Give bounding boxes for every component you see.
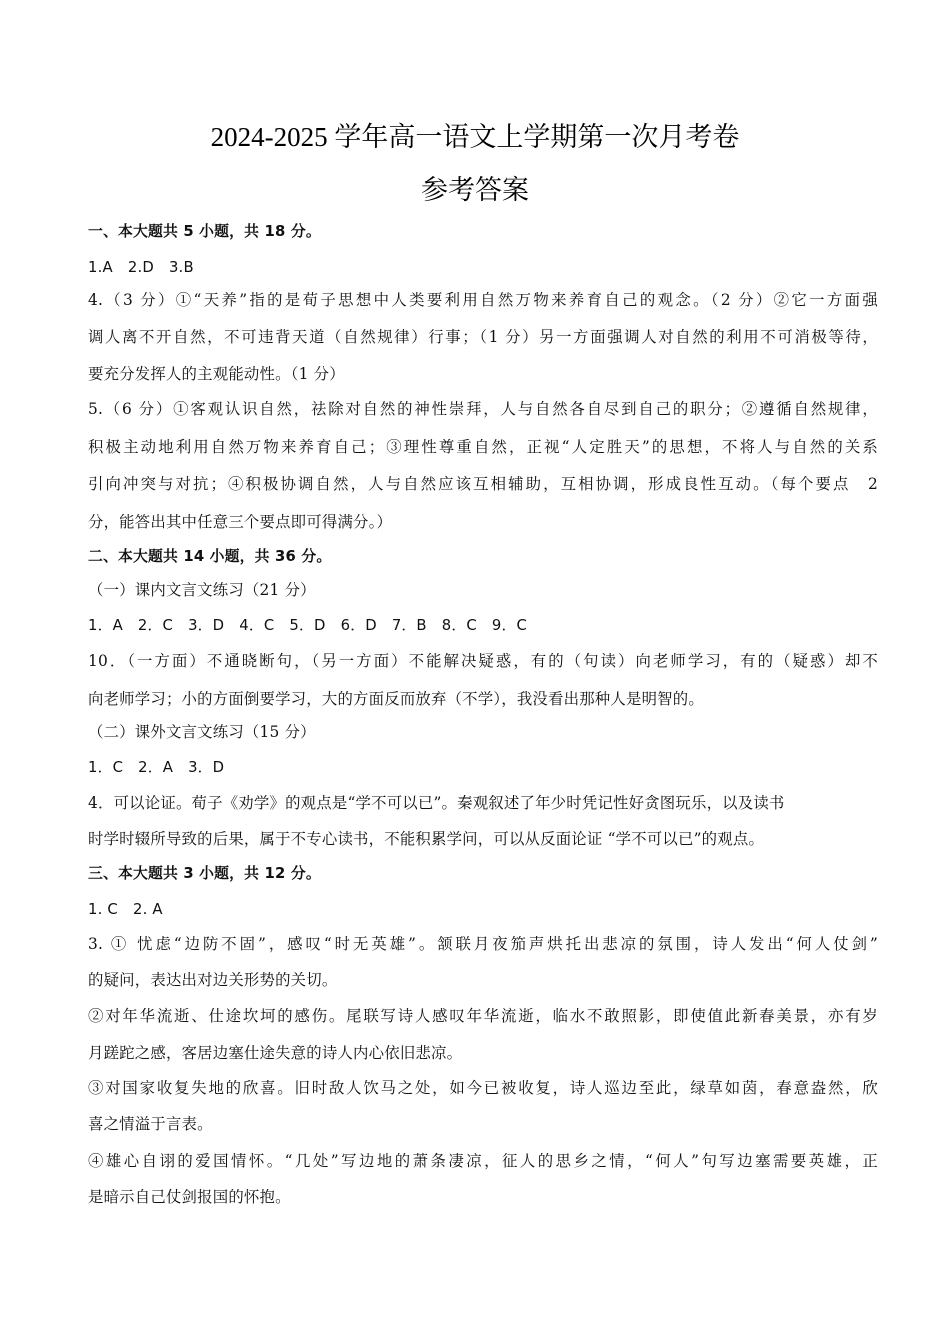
answer-line: 引向冲突与对抗；④积极协调自然，人与自然应该互相辅助，互相协调，形成良性互动。（每个要点 2 <box>88 475 878 493</box>
answer-line: 10．（一方面）不通晓断句，（另一方面）不能解决疑惑，有的（句读）向老师学习，有的（疑惑）却不 <box>88 652 878 670</box>
answer-line: 5.（6 分）①客观认识自然，祛除对自然的神性崇拜，人与自然各自尽到自己的职分；②遵循自然规律， <box>88 400 878 418</box>
answer-line: 向老师学习；小的方面倒要学习，大的方面反而放弃（不学），我没看出那种人是明智的。 <box>88 690 704 708</box>
answer-line: 4．可以论证。荀子《劝学》的观点是“学不可以已”。秦观叙述了年少时凭记性好贪图玩乐，以及读书 <box>88 794 785 812</box>
answer-line: 1.A 2.D 3.B <box>88 259 194 276</box>
section-heading-2: 二、本大题共 14 小题，共 36 分。 <box>88 548 332 565</box>
answer-line: 4.（3 分）①“天养”指的是荀子思想中人类要利用自然万物来养育自己的观念。（2 分）②它一方面强 <box>88 291 878 309</box>
answer-line: 积极主动地利用自然万物来养育自己；③理性尊重自然，正视“人定胜天”的思想，不将人与自然的关系 <box>88 438 878 456</box>
subsection-heading: （二）课外文言文练习（15 分） <box>88 723 316 741</box>
answer-line: 1．C 2．A 3．D <box>88 759 225 776</box>
subsection-heading: （一）课内文言文练习（21 分） <box>88 581 316 599</box>
page-subtitle: 参考答案 <box>421 175 529 205</box>
answer-line: 要充分发挥人的主观能动性。（1 分） <box>88 365 345 383</box>
answer-line: 喜之情溢于言表。 <box>88 1115 213 1133</box>
answer-line: 3. ① 忧虑“边防不固”，感叹“时无英雄”。颔联月夜笳声烘托出悲凉的氛围，诗人发出“何人仗剑” <box>88 935 878 953</box>
answer-line: 时学时辍所导致的后果，属于不专心读书，不能积累学问，可以从反面论证 “学不可以已”的观点。 <box>88 830 765 848</box>
section-heading-3: 三、本大题共 3 小题，共 12 分。 <box>88 865 321 882</box>
answer-line: 月蹉跎之感，客居边塞仕途失意的诗人内心依旧悲凉。 <box>88 1044 463 1062</box>
answer-line: 1．A 2．C 3．D 4．C 5．D 6．D 7．B 8．C 9．C <box>88 617 528 634</box>
answer-line: 调人离不开自然，不可违背天道（自然规律）行事；（1 分）另一方面强调人对自然的利用不可消极等待， <box>88 328 878 346</box>
answer-line: 1. C 2. A <box>88 901 163 918</box>
answer-line: ③对国家收复失地的欣喜。旧时敌人饮马之处，如今已被收复，诗人巡边至此，绿草如茵，春意盎然，欣 <box>88 1079 878 1097</box>
section-heading-1: 一、本大题共 5 小题，共 18 分。 <box>88 223 321 240</box>
answer-line: ②对年华流逝、仕途坎坷的感伤。尾联写诗人感叹年华流逝，临水不敢照影，即使值此新春美景，亦有岁 <box>88 1007 878 1025</box>
answer-line: 分，能答出其中任意三个要点即可得满分。） <box>88 513 393 531</box>
answer-line: 是暗示自己仗剑报国的怀抱。 <box>88 1188 291 1206</box>
page-title: 2024-2025 学年高一语文上学期第一次月考卷 <box>210 122 740 152</box>
answer-line: 的疑问，表达出对边关形势的关切。 <box>88 971 338 989</box>
answer-line: ④雄心自诩的爱国情怀。“几处”写边地的萧条凄凉，征人的思乡之情，“何人”句写边塞需要英雄，正 <box>88 1152 878 1170</box>
